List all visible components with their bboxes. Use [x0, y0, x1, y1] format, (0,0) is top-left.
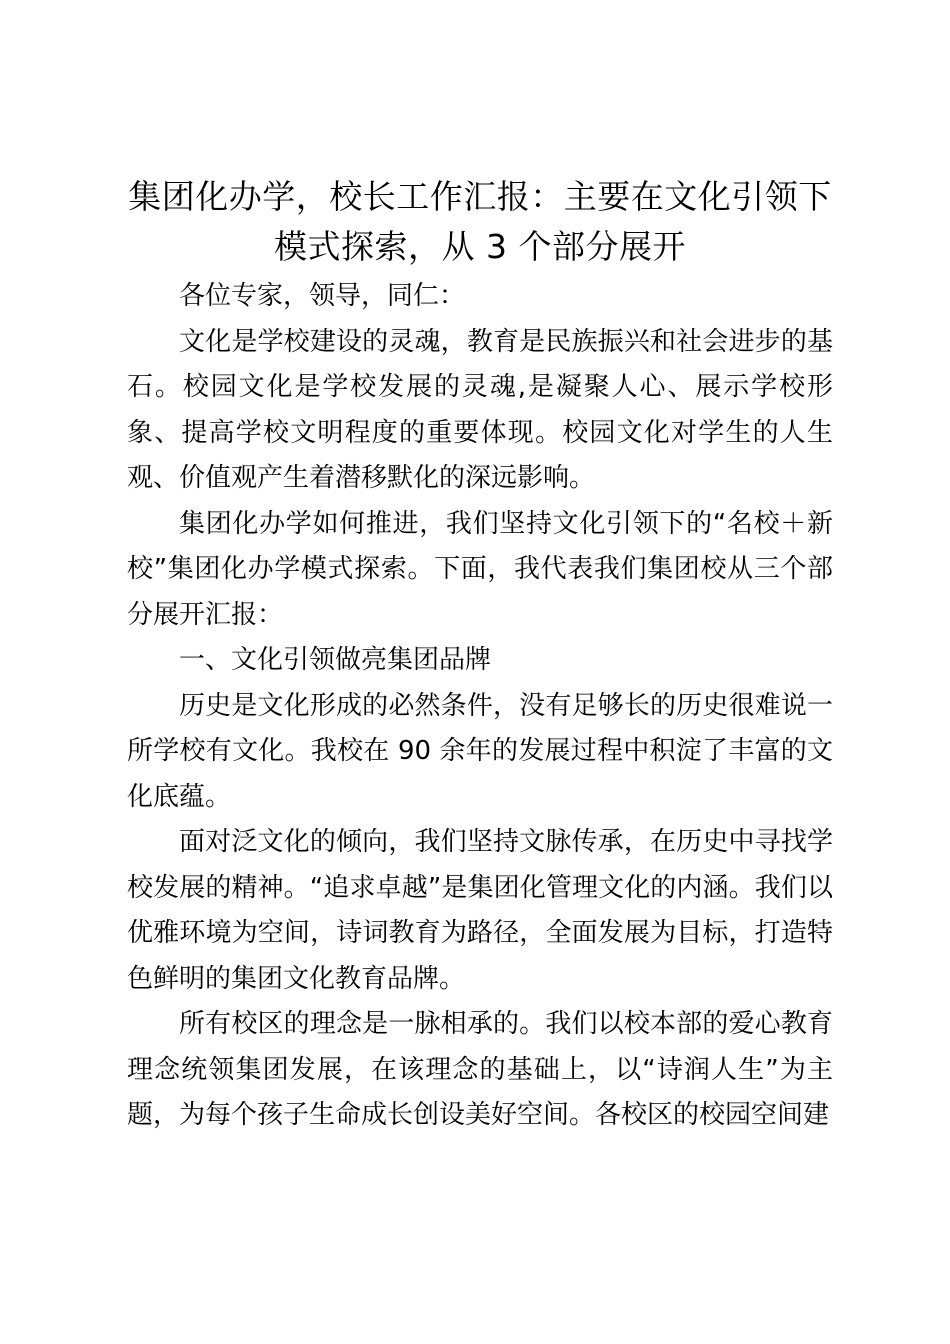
- history-paragraph: 历史是文化形成的必然条件，没有足够长的历史很难说一所学校有文化。我校在 90 余年的发展过程中积淀了丰富的文化底蕴。: [127, 690, 833, 812]
- section-heading: 一、文化引领做亮集团品牌: [179, 645, 492, 675]
- overview-paragraph: 集团化办学如何推进，我们坚持文化引领下的“名校＋新校”集团化办学模式探索。下面，我代表我们集团校从三个部分展开汇报：: [127, 508, 833, 630]
- philosophy-paragraph: 所有校区的理念是一脉相承的。我们以校本部的爱心教育理念统领集团发展，在该理念的基础上，以“诗润人生”为主题，为每个孩子生命成长创设美好空间。各校区的校园空间建: [127, 1009, 833, 1130]
- salutation-paragraph: 各位专家，领导，同仁：: [179, 281, 466, 311]
- document-title: 集团化办学，校长工作汇报：主要在文化引领下模式探索，从 3 个部分展开: [128, 177, 832, 266]
- document-body: [127, 172, 833, 1139]
- heritage-paragraph: 面对泛文化的倾向，我们坚持文脉传承，在历史中寻找学校发展的精神。“追求卓越”是集团化管理文化的内涵。我们以优雅环境为空间，诗词教育为路径，全面发展为目标，打造特色鲜明的集团文化教育品牌。: [127, 827, 833, 994]
- intro-paragraph: 文化是学校建设的灵魂，教育是民族振兴和社会进步的基石。校园文化是学校发展的灵魂,是凝聚人心、展示学校形象、提高学校文明程度的重要体现。校园文化对学生的人生观、价值观产生着潜移默化的深远影响。: [127, 326, 833, 493]
